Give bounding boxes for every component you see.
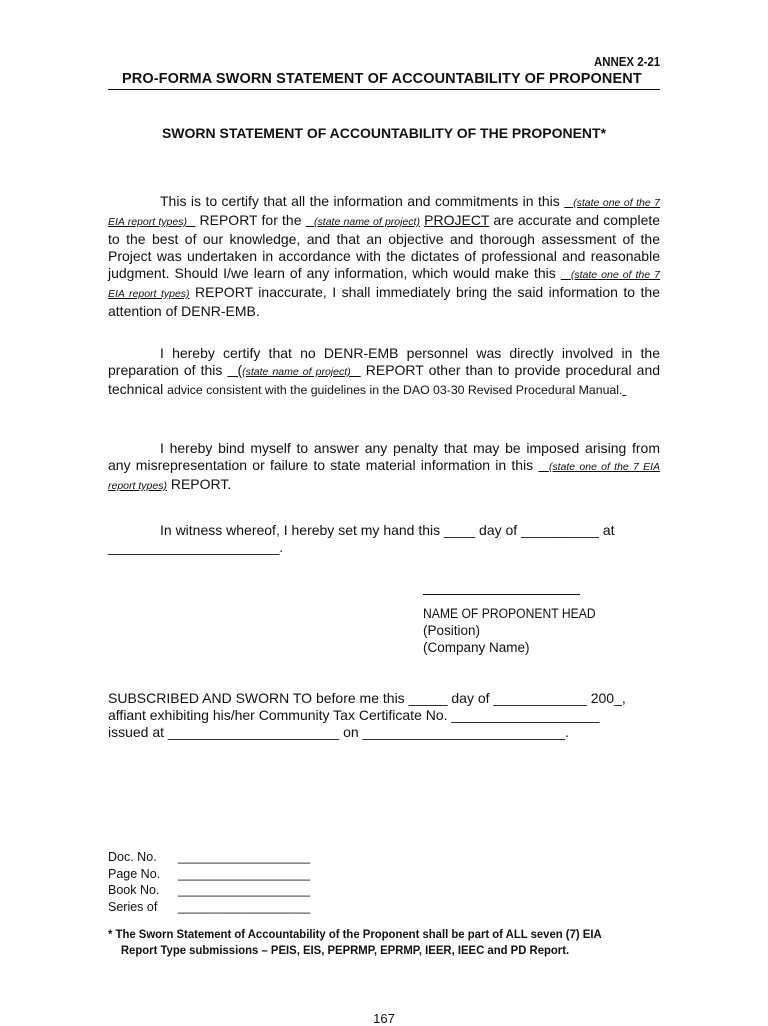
series-of-line: ___________________ <box>178 899 311 914</box>
notary-fields <box>108 849 310 915</box>
page-no-label: Page No. <box>108 866 161 881</box>
paragraph-certification <box>108 193 660 320</box>
signature-block <box>423 605 615 656</box>
placeholder-project-name-2: (state name of project) <box>242 366 351 378</box>
book-no-label: Book No. <box>108 883 160 897</box>
para5-line-1: SUBSCRIBED AND SWORN TO before me this _____ day of ____________ 200_, <box>108 690 626 706</box>
proponent-head-name: NAME OF PROPONENT HEAD <box>423 606 596 621</box>
page-no-row <box>108 866 310 883</box>
annex-label: ANNEX 2-21 <box>593 54 660 69</box>
para1-text-1: This is to certify that all the information and commitments in this <box>160 193 560 209</box>
placeholder-report-type-3: (state one of the 7 EIA report types) <box>108 461 661 492</box>
paragraph-no-personnel: I hereby certify that no DENR-EMB personnel was directly involved in the preparation of this ((state name of project) REPORT other than to provide procedural and technical advice consistent with the guidelines in the DAO 03-30 Revised Procedural Manual. <box>108 345 661 397</box>
para4-text-1: In witness whereof, I hereby set my hand this ____ day of __________ at <box>160 522 615 538</box>
page-no-line: ___________________ <box>178 866 311 881</box>
para5-line-2: affiant exhibiting his/her Community Tax Certificate No. ___________________ <box>108 707 600 723</box>
footnote-line-2: Report Type submissions – PEIS, EIS, PEPRMP, EPRMP, IEER, IEEC and PD Report. <box>120 943 570 957</box>
para1-text-5: REPORT inaccurate, I shall immediately bring the said information to the attention of DENR-EMB. <box>108 284 660 319</box>
placeholder-report-type-2: (state one of the 7 EIA report types) <box>108 269 660 300</box>
para2-text-2: REPORT other than to provide procedural and technical <box>108 362 661 397</box>
footnote-line-1: * The Sworn Statement of Accountability of the Proponent shall be part of ALL seven (7) EIA <box>108 927 602 941</box>
para1-text-4: are accurate and complete to the best of our knowledge, and that an objective and thorough assessment of the Project was undertaken in accordance with the dictates of professional and reasonable judgment. Should I/we learn of any information, which would make this <box>108 212 661 281</box>
para2-text-1: I hereby certify that no DENR-EMB personnel was directly involved in the preparation of this <box>108 345 660 378</box>
doc-no-label: Doc. No. <box>108 850 157 864</box>
book-no-row <box>108 882 310 899</box>
proforma-title: PRO-FORMA SWORN STATEMENT OF ACCOUNTABILITY OF PROPONENT <box>122 71 642 87</box>
para5-line-3: issued at ______________________ on __________________________. <box>108 724 569 740</box>
page-number: 167 <box>373 1011 395 1026</box>
proponent-company: (Company Name) <box>423 640 530 655</box>
header-divider <box>108 89 660 90</box>
doc-no-line: ___________________ <box>178 850 311 864</box>
para3-text-1: I hereby bind myself to answer any penalty that may be imposed arising from any misrepresentation or failure to state material information in this <box>108 440 660 473</box>
series-of-row <box>108 899 310 916</box>
paragraph-subscribed <box>108 690 660 741</box>
placeholder-report-type-1: (state one of the 7 EIA report types) <box>108 197 660 228</box>
document-title: SWORN STATEMENT OF ACCOUNTABILITY OF THE PROPONENT* <box>161 125 607 141</box>
proponent-position: (Position) <box>423 623 481 638</box>
footnote <box>108 926 668 958</box>
series-of-label: Series of <box>108 899 158 914</box>
paragraph-witness <box>108 522 660 556</box>
para3-text-2: REPORT. <box>170 476 232 492</box>
doc-no-row <box>108 849 310 866</box>
placeholder-project-name-1: (state name of project) <box>314 216 420 228</box>
paragraph-penalty <box>108 440 660 495</box>
book-no-line: ___________________ <box>178 883 311 897</box>
para1-project-word: PROJECT <box>424 212 490 228</box>
para4-text-2: ______________________. <box>108 539 284 555</box>
signature-line <box>423 594 580 595</box>
para2-text-3: advice consistent with the guidelines in the DAO 03-30 Revised Procedural Manual. <box>167 383 623 397</box>
para1-text-2: REPORT for the <box>199 212 302 228</box>
